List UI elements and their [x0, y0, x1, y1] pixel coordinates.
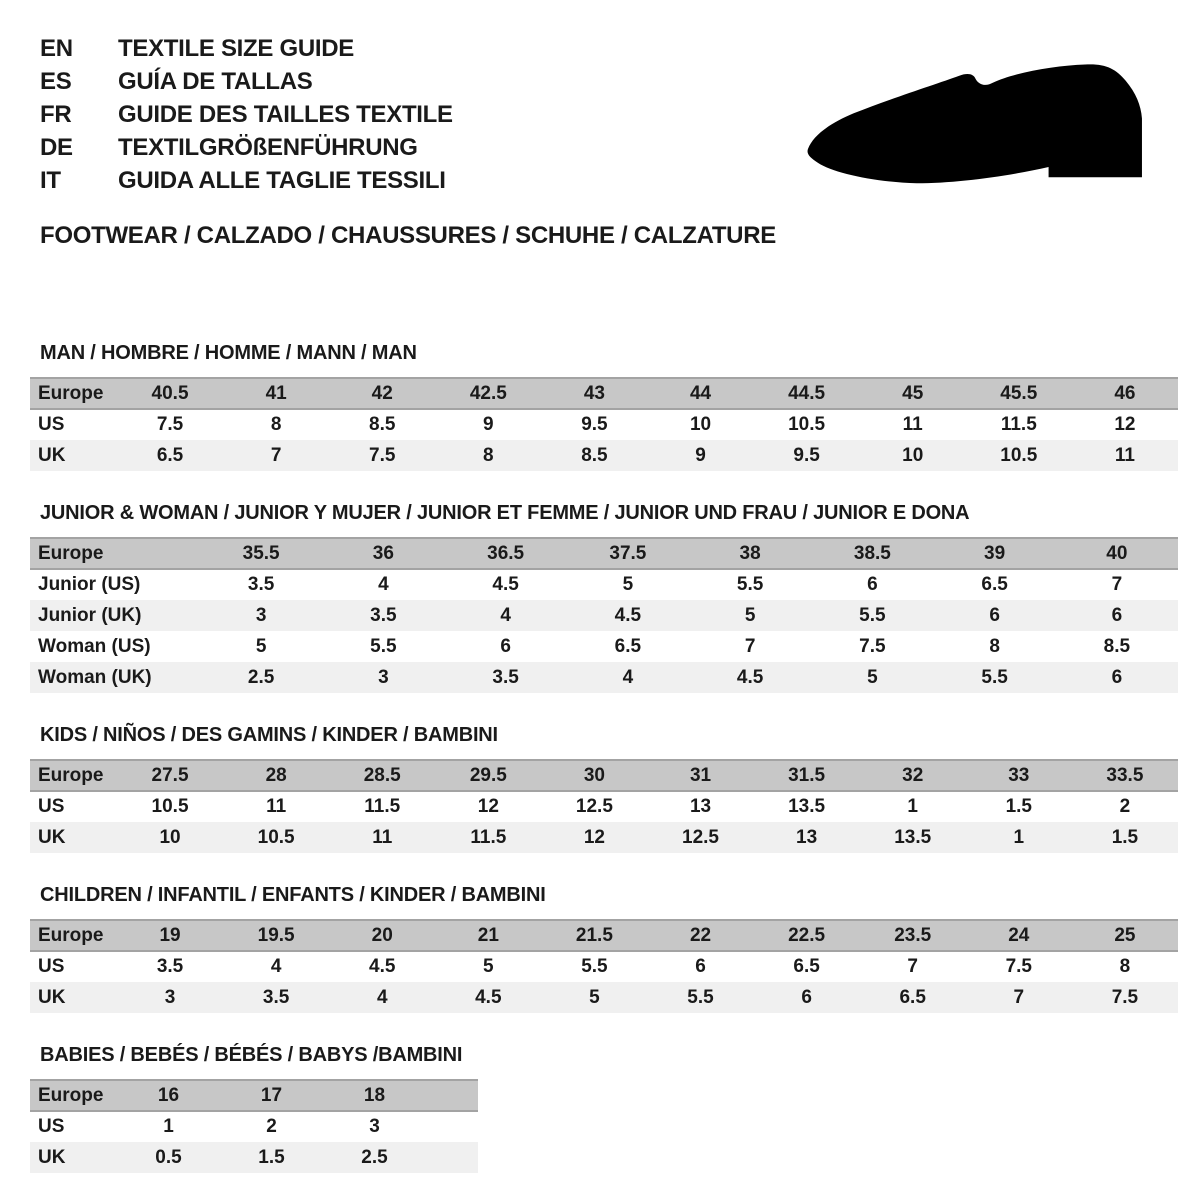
- size-cell: 6: [801, 986, 812, 1008]
- size-cell: 3: [255, 604, 267, 626]
- size-cell: 4.5: [475, 986, 502, 1008]
- size-cell: 11: [266, 796, 287, 817]
- row-label: US: [38, 414, 65, 435]
- size-cell: 11.5: [1000, 414, 1037, 435]
- size-cell: 42.5: [435, 378, 541, 409]
- section-title: JUNIOR & WOMAN / JUNIOR Y MUJER / JUNIOR ET FEMME / JUNIOR UND FRAU / JUNIOR E DONA: [40, 502, 970, 524]
- size-cell: 11: [902, 414, 923, 435]
- row-label: Europe: [30, 760, 117, 791]
- size-cell: 21.5: [541, 920, 647, 951]
- size-cell: 3.5: [156, 956, 184, 977]
- size-cell: 36.5: [445, 538, 567, 569]
- size-cell: 25: [1072, 920, 1178, 951]
- size-section-junior-woman: [30, 503, 1170, 693]
- size-cell: 6.5: [899, 986, 926, 1008]
- row-label: Europe: [30, 378, 117, 409]
- size-cell: 3.5: [247, 574, 275, 595]
- size-cell: 2.5: [247, 666, 275, 688]
- size-cell: 7: [907, 956, 918, 977]
- size-cell: 7.5: [1005, 956, 1032, 977]
- size-cell: 19.5: [223, 920, 329, 951]
- row-label: US: [38, 1116, 65, 1137]
- size-cell: 8.5: [369, 414, 396, 435]
- size-cell: 27.5: [117, 760, 223, 791]
- size-cell: 8.5: [581, 444, 608, 466]
- size-cell: 35.5: [200, 538, 322, 569]
- size-cell: 5.5: [859, 604, 886, 626]
- size-cell: 38: [689, 538, 811, 569]
- size-cell: 23.5: [860, 920, 966, 951]
- size-cell: 7: [1111, 574, 1123, 595]
- size-cell: 13.5: [894, 826, 932, 848]
- size-cell: 5: [255, 635, 267, 657]
- blank-cell: [426, 1080, 478, 1111]
- size-cell: 11.5: [364, 796, 401, 817]
- row-label: US: [38, 796, 65, 817]
- size-cell: 6.5: [614, 635, 642, 657]
- table-row: [30, 569, 1178, 600]
- table-header-row: [30, 1080, 478, 1111]
- section-title: KIDS / NIÑOS / DES GAMINS / KINDER / BAMBINI: [40, 724, 498, 746]
- language-label: TEXTILE SIZE GUIDE: [118, 35, 354, 62]
- size-cell: 12: [1114, 414, 1136, 435]
- size-cell: 24: [966, 920, 1072, 951]
- language-code: FR: [40, 101, 72, 128]
- size-cell: 12.5: [682, 826, 719, 848]
- row-label: Europe: [30, 1080, 117, 1111]
- size-cell: 22.5: [754, 920, 860, 951]
- size-cell: 13: [796, 826, 818, 848]
- size-cell: 46: [1072, 378, 1178, 409]
- table-header-row: [30, 378, 1178, 409]
- size-cell: 19: [117, 920, 223, 951]
- size-cell: 4.5: [736, 666, 764, 688]
- size-cell: 9.5: [581, 414, 608, 435]
- size-cell: 43: [541, 378, 647, 409]
- size-cell: 5.5: [687, 986, 714, 1008]
- size-cell: 5: [483, 956, 494, 977]
- row-label: Woman (US): [38, 635, 151, 657]
- size-cell: 0.5: [155, 1146, 182, 1168]
- size-cell: 10: [902, 444, 924, 466]
- table-row: [30, 822, 1178, 853]
- size-cell: 33: [966, 760, 1072, 791]
- size-cell: 22: [647, 920, 753, 951]
- size-cell: 2: [1119, 796, 1131, 817]
- size-table: [30, 537, 1178, 693]
- size-cell: 45: [860, 378, 966, 409]
- size-cell: 38.5: [811, 538, 933, 569]
- size-cell: 5: [867, 666, 878, 688]
- size-cell: 18: [323, 1080, 426, 1111]
- size-cell: 5.5: [581, 956, 608, 977]
- size-cell: 10: [689, 414, 712, 435]
- size-cell: 44: [647, 378, 753, 409]
- size-cell: 17: [220, 1080, 323, 1111]
- size-cell: 6: [867, 574, 878, 595]
- size-cell: 44.5: [754, 378, 860, 409]
- table-row: [30, 600, 1178, 631]
- size-cell: 13.5: [788, 796, 826, 817]
- table-row: [30, 791, 1178, 822]
- size-table: [30, 759, 1178, 853]
- size-cell: 36: [322, 538, 444, 569]
- size-cell: 3.5: [262, 986, 290, 1008]
- blank-cell: [426, 1111, 478, 1142]
- language-label: GUIDE DES TAILLES TEXTILE: [118, 101, 453, 128]
- size-cell: 6.5: [156, 444, 184, 466]
- size-cell: 1.5: [1005, 796, 1032, 817]
- size-cell: 10: [159, 826, 181, 848]
- size-cell: 11: [372, 826, 393, 848]
- language-code: ES: [40, 68, 72, 95]
- size-tables: [30, 343, 1170, 1173]
- size-cell: 7: [270, 444, 282, 466]
- row-label: Junior (US): [38, 574, 141, 595]
- size-cell: 4: [270, 956, 282, 977]
- section-title: MAN / HOMBRE / HOMME / MANN / MAN: [40, 342, 417, 364]
- shoe-icon: [805, 60, 1145, 200]
- table-header-row: [30, 538, 1178, 569]
- size-cell: 5.5: [736, 574, 764, 595]
- table-row: [30, 662, 1178, 693]
- table-row: [30, 982, 1178, 1013]
- size-cell: 1: [163, 1116, 174, 1137]
- size-cell: 11.5: [470, 826, 507, 848]
- size-cell: 1: [907, 796, 918, 817]
- size-cell: 7.5: [156, 414, 184, 435]
- size-cell: 40: [1056, 538, 1178, 569]
- size-cell: 1.5: [1111, 826, 1139, 848]
- size-cell: 6: [1111, 666, 1123, 688]
- size-cell: 2.5: [361, 1146, 388, 1168]
- size-cell: 7.5: [369, 444, 396, 466]
- table-row: [30, 1142, 478, 1173]
- size-cell: 9: [483, 414, 494, 435]
- table-row: [30, 1111, 478, 1142]
- size-cell: 8.5: [1103, 635, 1131, 657]
- row-label: UK: [38, 444, 66, 466]
- table-row: [30, 951, 1178, 982]
- size-cell: 8: [989, 635, 1000, 657]
- row-label: UK: [38, 826, 66, 848]
- size-section-children: [30, 885, 1170, 1013]
- size-cell: 4.5: [369, 956, 396, 977]
- size-cell: 3: [369, 1116, 380, 1137]
- size-cell: 28: [223, 760, 329, 791]
- size-cell: 11: [1114, 444, 1135, 466]
- size-cell: 16: [117, 1080, 220, 1111]
- size-cell: 4: [378, 574, 389, 595]
- language-code: EN: [40, 35, 73, 62]
- row-label: US: [38, 956, 65, 977]
- size-cell: 2: [266, 1116, 277, 1137]
- size-cell: 3.5: [492, 666, 519, 688]
- size-cell: 21: [435, 920, 541, 951]
- category-heading: FOOTWEAR / CALZADO / CHAUSSURES / SCHUHE / CALZATURE: [40, 222, 776, 249]
- size-cell: 13: [689, 796, 712, 817]
- size-cell: 45.5: [966, 378, 1072, 409]
- size-cell: 6: [1111, 604, 1123, 626]
- size-cell: 9: [695, 444, 706, 466]
- size-cell: 10.5: [1000, 444, 1038, 466]
- size-cell: 6.5: [981, 574, 1008, 595]
- size-cell: 5.5: [370, 635, 397, 657]
- size-cell: 6: [695, 956, 706, 977]
- size-table: [30, 377, 1178, 471]
- size-cell: 6.5: [793, 956, 820, 977]
- size-cell: 42: [329, 378, 435, 409]
- table-header-row: [30, 920, 1178, 951]
- size-section-kids: [30, 725, 1170, 853]
- size-cell: 4: [622, 666, 634, 688]
- size-cell: 31.5: [754, 760, 860, 791]
- size-cell: 12: [477, 796, 499, 817]
- size-cell: 20: [329, 920, 435, 951]
- size-section-man: [30, 343, 1170, 471]
- size-cell: 5.5: [981, 666, 1008, 688]
- row-label: Woman (UK): [38, 666, 152, 688]
- size-cell: 28.5: [329, 760, 435, 791]
- language-label: GUIDA ALLE TAGLIE TESSILI: [118, 167, 446, 194]
- size-cell: 10.5: [788, 414, 826, 435]
- size-table: [30, 919, 1178, 1013]
- size-cell: 3: [378, 666, 389, 688]
- size-cell: 8: [270, 414, 282, 435]
- size-cell: 30: [541, 760, 647, 791]
- size-cell: 4.5: [614, 604, 642, 626]
- size-section-babies: [30, 1045, 1170, 1173]
- size-cell: 5: [744, 604, 756, 626]
- size-table: [30, 1079, 478, 1173]
- size-cell: 5: [589, 986, 600, 1008]
- size-cell: 12: [583, 826, 605, 848]
- size-cell: 5: [622, 574, 634, 595]
- table-header-row: [30, 760, 1178, 791]
- size-cell: 7: [744, 635, 756, 657]
- size-cell: 3: [164, 986, 176, 1008]
- size-cell: 31: [647, 760, 753, 791]
- size-cell: 1: [1013, 826, 1025, 848]
- size-cell: 4.5: [492, 574, 519, 595]
- size-cell: 4: [500, 604, 511, 626]
- table-row: [30, 631, 1178, 662]
- size-cell: 3.5: [370, 604, 397, 626]
- size-cell: 37.5: [567, 538, 689, 569]
- row-label: UK: [38, 1146, 66, 1168]
- size-cell: 32: [860, 760, 966, 791]
- size-cell: 1.5: [258, 1146, 285, 1168]
- size-cell: 39: [934, 538, 1056, 569]
- table-row: [30, 409, 1178, 440]
- table-row: [30, 440, 1178, 471]
- size-cell: 12.5: [575, 796, 613, 817]
- size-cell: 9.5: [793, 444, 820, 466]
- size-cell: 4: [376, 986, 388, 1008]
- size-cell: 8: [1119, 956, 1131, 977]
- language-label: GUÍA DE TALLAS: [118, 68, 313, 95]
- size-cell: 29.5: [435, 760, 541, 791]
- language-label: TEXTILGRÖßENFÜHRUNG: [118, 134, 418, 161]
- row-label: Junior (UK): [38, 604, 142, 626]
- size-cell: 40.5: [117, 378, 223, 409]
- size-cell: 33.5: [1072, 760, 1178, 791]
- size-cell: 10.5: [151, 796, 189, 817]
- size-cell: 8: [483, 444, 494, 466]
- size-cell: 7.5: [859, 635, 886, 657]
- row-label: UK: [38, 986, 66, 1008]
- size-cell: 6: [989, 604, 1000, 626]
- size-cell: 41: [223, 378, 329, 409]
- size-cell: 6: [500, 635, 511, 657]
- row-label: Europe: [30, 920, 117, 951]
- size-cell: 7: [1013, 986, 1025, 1008]
- language-code: DE: [40, 134, 73, 161]
- row-label: Europe: [30, 538, 200, 569]
- language-code: IT: [40, 167, 61, 194]
- section-title: CHILDREN / INFANTIL / ENFANTS / KINDER / BAMBINI: [40, 884, 546, 906]
- section-title: BABIES / BEBÉS / BÉBÉS / BABYS /BAMBINI: [40, 1044, 463, 1066]
- blank-cell: [426, 1142, 478, 1173]
- size-cell: 7.5: [1111, 986, 1139, 1008]
- size-cell: 10.5: [257, 826, 295, 848]
